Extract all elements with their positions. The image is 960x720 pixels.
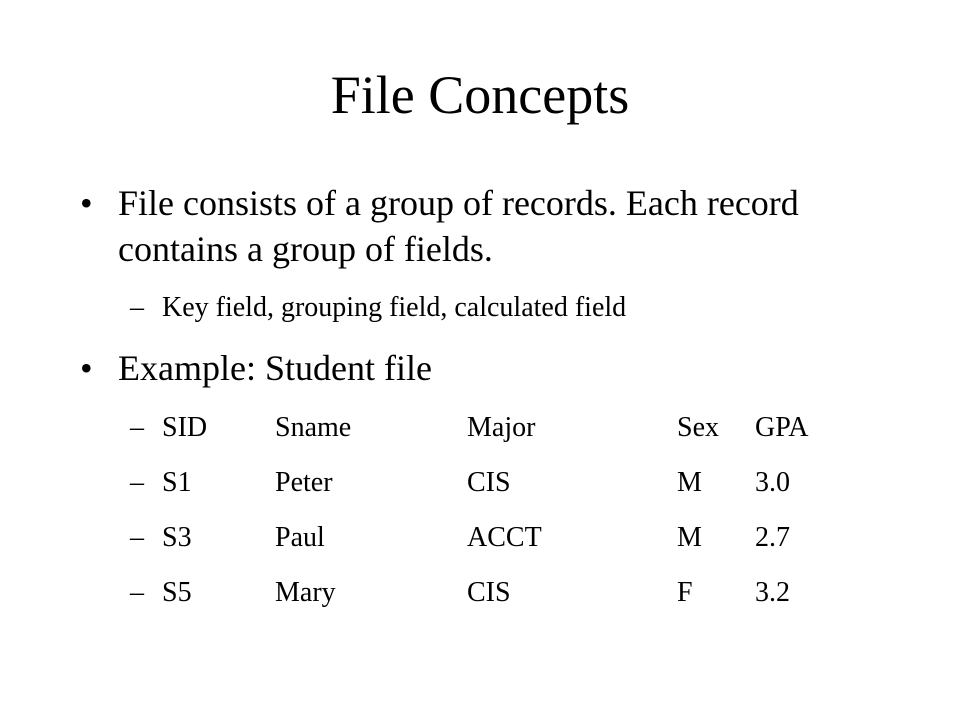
cell-sname: Paul — [275, 522, 325, 553]
cell-gpa: 3.0 — [755, 467, 790, 498]
bullet-marker: • — [80, 348, 93, 388]
slide-title: File Concepts — [330, 65, 630, 125]
bullet-text: Example: Student file — [118, 348, 432, 388]
header-gpa: GPA — [755, 412, 809, 443]
cell-major: ACCT — [467, 522, 542, 553]
cell-sname: Peter — [275, 467, 333, 498]
table-row — [130, 520, 850, 556]
bullet-marker: • — [80, 183, 93, 223]
cell-sex: M — [677, 522, 702, 553]
row-dash: – — [130, 577, 144, 608]
header-major: Major — [467, 412, 536, 443]
sub-item-key-fields — [130, 290, 626, 326]
table-row — [130, 465, 850, 501]
header-sex: Sex — [677, 412, 719, 443]
row-dash: – — [130, 412, 144, 443]
cell-sname: Mary — [275, 577, 336, 608]
cell-major: CIS — [467, 467, 511, 498]
cell-sid: S3 — [162, 522, 192, 553]
cell-gpa: 3.2 — [755, 577, 790, 608]
table-header-row — [130, 410, 850, 446]
cell-sex: F — [677, 577, 693, 608]
row-dash: – — [130, 467, 144, 498]
header-sid: SID — [162, 412, 208, 443]
bullet-records — [80, 180, 880, 272]
cell-sid: S1 — [162, 467, 192, 498]
cell-gpa: 2.7 — [755, 522, 790, 553]
row-dash: – — [130, 522, 144, 553]
header-sname: Sname — [275, 412, 352, 443]
sub-item-dash: – — [130, 292, 144, 323]
sub-item-text: Key field, grouping field, calculated field — [162, 292, 627, 323]
cell-major: CIS — [467, 577, 511, 608]
cell-sex: M — [677, 467, 702, 498]
bullet-text: File consists of a group of records. Each record contains a group of fields. — [118, 183, 799, 269]
table-row — [130, 575, 850, 611]
bullet-example — [80, 345, 880, 391]
cell-sid: S5 — [162, 577, 192, 608]
